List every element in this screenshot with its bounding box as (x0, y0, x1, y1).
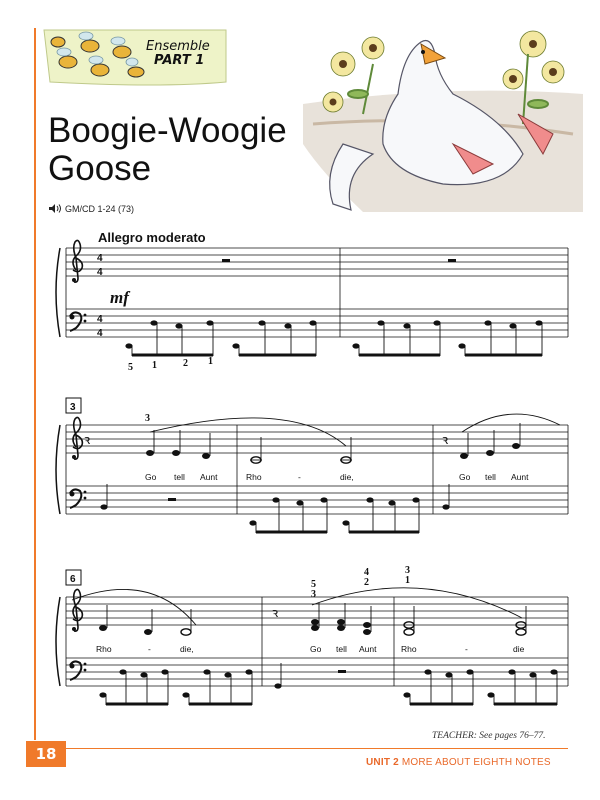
time-sig-top: 4 (97, 253, 103, 264)
bass-clef-icon (70, 312, 87, 331)
fingering: 4 (364, 567, 369, 578)
teacher-note: TEACHER: See pages 76–77. (432, 731, 546, 741)
part-line: PART 1 (154, 53, 205, 68)
lyric: Go (459, 472, 471, 482)
lyric: tell (336, 644, 347, 654)
fingering: 2 (183, 358, 188, 369)
tempo-marking: Allegro moderato (98, 230, 206, 245)
time-sig-bottom: 4 (97, 267, 103, 278)
fingering: 3 (405, 565, 410, 576)
lyric: tell (174, 472, 185, 482)
fingering: 1 (208, 356, 213, 367)
unit-footer (366, 757, 551, 768)
title-line-1: Boogie-Woogie (48, 111, 287, 150)
staff-system-2 (56, 398, 568, 533)
fingering: 5 (128, 362, 133, 373)
measure-number: 3 (70, 402, 76, 413)
fingering: 3 (145, 413, 150, 424)
bass-clef-icon (70, 489, 87, 508)
lyric: - (465, 644, 468, 654)
lyric: Go (310, 644, 322, 654)
lyric: die (513, 644, 525, 654)
unit-label: UNIT 2 (366, 757, 399, 768)
lyric: tell (485, 472, 496, 482)
quarter-rest: ꝛ (272, 605, 279, 620)
fingering: 5 (311, 579, 316, 590)
time-sig-bottom-bass: 4 (97, 328, 103, 339)
fingering: 2 (364, 577, 369, 588)
staff-system-1 (56, 240, 568, 373)
measure-number: 6 (70, 574, 76, 585)
staff-system-3 (56, 565, 568, 705)
lyric: Go (145, 472, 157, 482)
time-sig-top-bass: 4 (97, 314, 103, 325)
lyric: Aunt (200, 472, 218, 482)
fingering: 1 (152, 360, 157, 371)
fingering: 3 (311, 589, 316, 600)
ensemble-line: Ensemble (146, 39, 210, 54)
footer-rule (66, 748, 568, 749)
quarter-rest: ꝛ (84, 432, 91, 447)
lyric: die, (340, 472, 354, 482)
dynamic-marking: mf (110, 288, 129, 307)
title-line-2: Goose (48, 149, 152, 188)
lyric: Rho (401, 644, 417, 654)
lyric: Aunt (359, 644, 377, 654)
lyric: die, (180, 644, 194, 654)
quarter-rest: ꝛ (442, 432, 449, 447)
lyric: - (148, 644, 151, 654)
lyric: Aunt (511, 472, 529, 482)
fingering: 1 (405, 575, 410, 586)
lyric: Rho (96, 644, 112, 654)
lyric: - (298, 472, 301, 482)
page-number: 18 (26, 741, 66, 767)
bass-clef-icon (70, 661, 87, 680)
section-label: MORE ABOUT EIGHTH NOTES (401, 757, 551, 768)
audio-track-label: GM/CD 1-24 (73) (65, 203, 135, 214)
lyric: Rho (246, 472, 262, 482)
